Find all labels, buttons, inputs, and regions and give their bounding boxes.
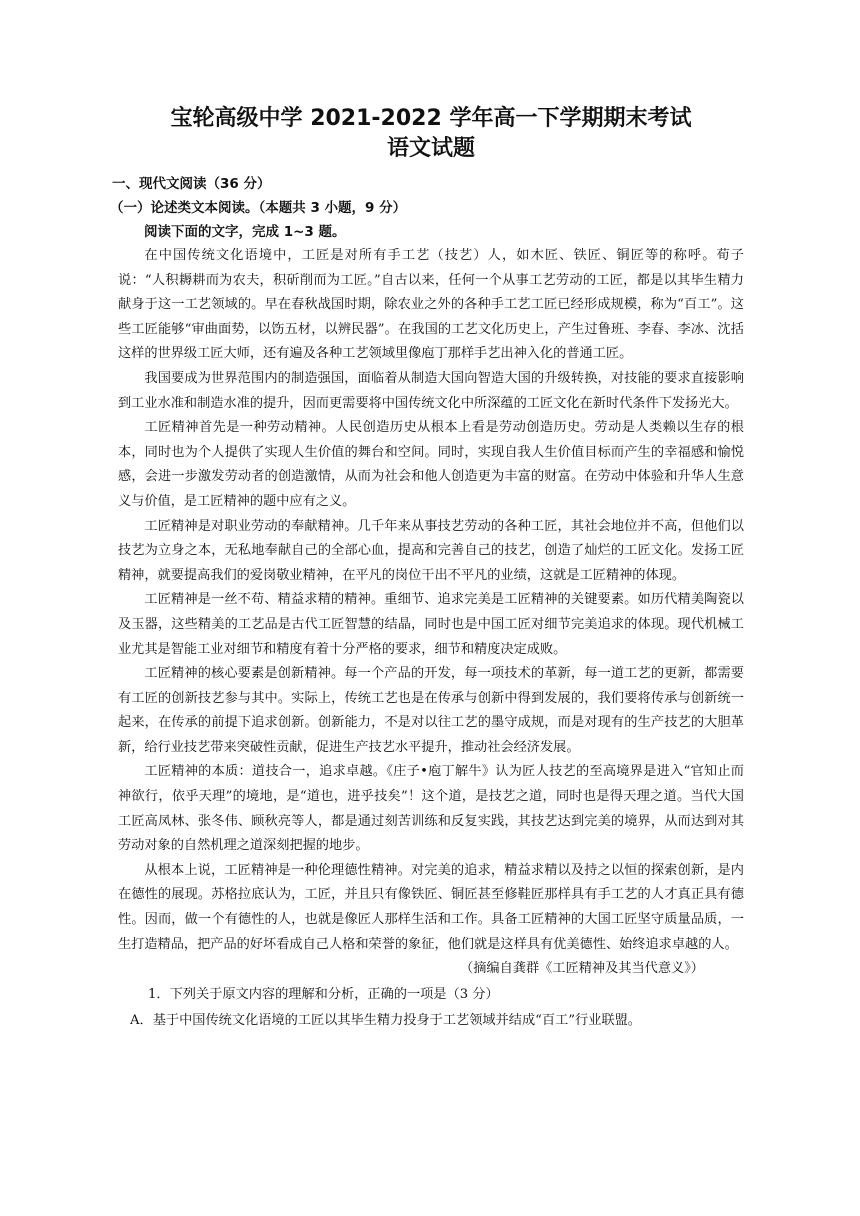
paragraph: 在中国传统文化语境中，工匠是对所有手工艺（技艺）人，如木匠、铁匠、铜匠等的称呼。荀子说：“人积耨耕而为农夫，积斫削而为工匠。”自古以来，任何一个从事工艺劳动的工匠，都是以其毕生精力献身于这一工艺领域的。早在春秋战国时期，除农业之外的各种手工艺工匠已经形成规模，称为“百工”。这些工匠能够“审曲面势，以饬五材，以辨民器”。在我国的工艺文化历史上，产生过鲁班、李春、李冰、沈括这样的世界级工匠大师，还有遍及各种工艺领域里像庖丁那样手艺出神入化的普通工匠。: [118, 248, 744, 362]
paragraph: 我国要成为世界范围内的制造强国，面临着从制造大国向智造大国的升级转换，对技能的要求直接影响到工业水准和制造水准的提升，因而更需要将中国传统文化中所深蕴的工匠文化在新时代条件下发扬光大。: [118, 370, 744, 411]
paragraph: 工匠精神的核心要素是创新精神。每一个产品的开发，每一项技术的革新，每一道工艺的更新，都需要有工匠的创新技艺参与其中。实际上，传统工艺也是在传承与创新中得到发展的，我们要将传承与创新统一起来，在传承的前提下追求创新。创新能力，不是对以往工艺的墨守成规，而是对现有的生产技艺的大胆革新，给行业技艺带来突破性贡献，促进生产技艺水平提升，推动社会经济发展。: [118, 666, 744, 755]
subsection-heading: （一）论述类文本阅读。（本题共 3 小题，9 分）: [110, 200, 407, 216]
reading-instruction: 阅读下面的文字，完成 1~3 题。: [144, 224, 346, 240]
paragraph: 工匠精神的本质：道技合一，追求卓越。《庄子•庖丁解牛》认为匠人技艺的至高境界是进入“官知止而神欲行，依乎天理”的境地，是“道也，进乎技矣”！这个道，是技艺之道，同时也是得天理之道。当代大国工匠高凤林、张冬伟、顾秋亮等人，都是通过刻苦训练和反复实践，其技艺达到完美的境界，从而达到对其劳动对象的自然机理之道深刻把握的地步。: [118, 764, 744, 854]
question-1: 1．下列关于原文内容的理解和分析，正确的一项是（3 分）: [148, 986, 499, 1002]
paragraph: 工匠精神是一丝不苟、精益求精的精神。重细节、追求完美是工匠精神的关键要素。如历代精美陶瓷以及玉器，这些精美的工艺品是古代工匠智慧的结晶，同时也是中国工匠对细节完美追求的体现。现代机械工业尤其是智能工业对细节和精度有着十分严格的要求，细节和精度决定成败。: [118, 592, 744, 657]
exam-title: 宝轮高级中学 2021-2022 学年高一下学期期末考试: [170, 106, 692, 131]
paragraph: 从根本上说，工匠精神是一种伦理德性精神。对完美的追求，精益求精以及持之以恒的探索创新，是内在德性的展现。苏格拉底认为，工匠，并且只有像铁匠、铜匠甚至修鞋匠那样具有手工艺的人才真正具有德性。因而，做一个有德性的人，也就是像匠人那样生活和工作。具备工匠精神的大国工匠坚守质量品质，一生打造精品，把产品的好坏看成自己人格和荣誉的象征，他们就是这样具有优美德性、始终追求卓越的人。: [118, 862, 744, 952]
paragraph: 工匠精神是对职业劳动的奉献精神。几千年来从事技艺劳动的各种工匠，其社会地位并不高，但他们以技艺为立身之本，无私地奉献自己的全部心血，提高和完善自己的技艺，创造了灿烂的工匠文化。发扬工匠精神，就要提高我们的爱岗敬业精神，在平凡的岗位干出不平凡的业绩，这就是工匠精神的体现。: [118, 518, 744, 583]
paragraph: 工匠精神首先是一种劳动精神。人民创造历史从根本上看是劳动创造历史。劳动是人类赖以生存的根本，同时也为个人提供了实现人生价值的舞台和空间。同时，实现自我人生价值目标而产生的幸福感和愉悦感，会进一步激发劳动者的创造激情，从而为社会和他人创造更为丰富的财富。在劳动中体验和升华人生意义与价值，是工匠精神的题中应有之义。: [118, 420, 744, 509]
section-heading: 一、现代文阅读（36 分）: [112, 176, 271, 192]
option-a: A．基于中国传统文化语境的工匠以其毕生精力投身于工艺领域并结成“百工”行业联盟。: [130, 1012, 641, 1028]
exam-subtitle: 语文试题: [386, 136, 475, 161]
source-citation: （摘编自龚群《工匠精神及其当代意义》）: [460, 961, 704, 977]
